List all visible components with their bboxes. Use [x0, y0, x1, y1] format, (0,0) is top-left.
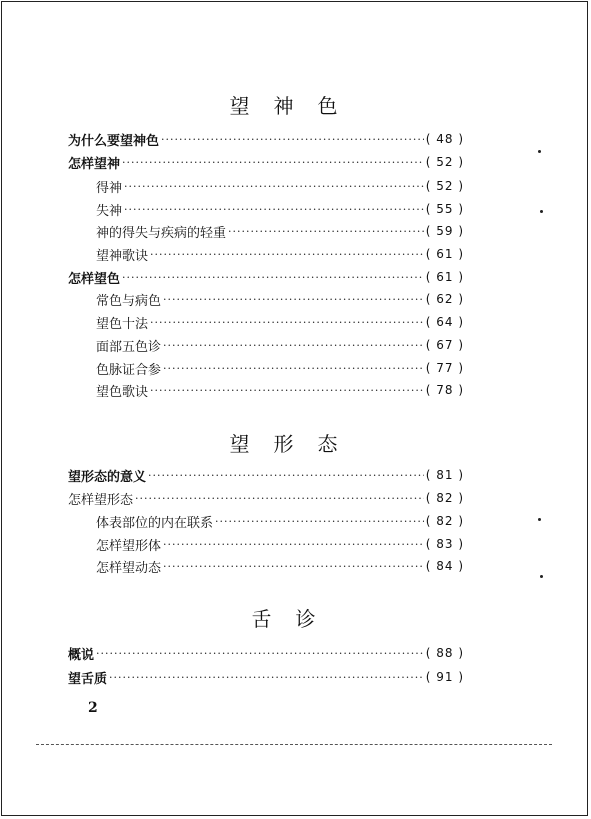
toc-entry[interactable]: [96, 556, 464, 576]
toc-page: ( 55 ): [425, 202, 464, 216]
footer-rule: [36, 744, 552, 745]
toc-entry[interactable]: [96, 534, 464, 554]
toc-page: ( 81 ): [425, 468, 464, 482]
toc-label: 得神: [96, 180, 123, 196]
toc-page: ( 78 ): [425, 383, 464, 397]
toc-entry[interactable]: [68, 267, 464, 287]
scan-speck: [540, 210, 543, 213]
section-title-3: 舌诊: [251, 607, 340, 631]
toc-page: ( 52 ): [425, 179, 464, 193]
toc-label: 为什么要望神色: [68, 133, 160, 149]
toc-entry[interactable]: [68, 488, 464, 508]
toc-entry[interactable]: [96, 289, 464, 309]
leader-dots: [109, 671, 424, 684]
toc-entry[interactable]: [68, 465, 464, 485]
toc-entry[interactable]: [96, 358, 464, 378]
leader-dots: [124, 180, 424, 193]
toc-page: ( 61 ): [425, 270, 464, 284]
scan-speck: [538, 150, 541, 153]
toc-entry[interactable]: [96, 312, 464, 332]
toc-page: ( 84 ): [425, 559, 464, 573]
toc-label: 怎样望动态: [96, 560, 162, 576]
leader-dots: [163, 560, 424, 573]
toc-label: 望舌质: [68, 671, 108, 687]
toc-page: ( 64 ): [425, 315, 464, 329]
toc-page: ( 88 ): [425, 646, 464, 660]
leader-dots: [228, 225, 424, 238]
leader-dots: [148, 469, 424, 482]
toc-label: 望色歌诀: [96, 384, 149, 400]
toc-page: ( 67 ): [425, 338, 464, 352]
leader-dots: [122, 156, 424, 169]
page-frame: [1, 1, 588, 816]
toc-page: ( 83 ): [425, 537, 464, 551]
toc-page: ( 48 ): [425, 132, 464, 146]
toc-entry[interactable]: [96, 335, 464, 355]
toc-label: 失神: [96, 203, 123, 219]
toc-page: ( 62 ): [425, 292, 464, 306]
toc-label: 神的得失与疾病的轻重: [96, 225, 227, 241]
toc-label: 面部五色诊: [96, 339, 162, 355]
leader-dots: [150, 248, 424, 261]
toc-entry[interactable]: [68, 129, 464, 149]
section-title-2: 望形态: [229, 432, 362, 456]
toc-entry[interactable]: [96, 199, 464, 219]
toc-entry[interactable]: [68, 667, 464, 687]
section-title-1: 望神色: [229, 94, 362, 118]
leader-dots: [161, 133, 424, 146]
leader-dots: [150, 316, 424, 329]
toc-label: 怎样望形体: [96, 538, 162, 554]
toc-entry[interactable]: [96, 176, 464, 196]
toc-entry[interactable]: [96, 380, 464, 400]
scan-speck: [540, 575, 543, 578]
leader-dots: [163, 293, 424, 306]
leader-dots: [124, 203, 424, 216]
leader-dots: [163, 538, 424, 551]
toc-entry[interactable]: [68, 152, 464, 172]
leader-dots: [163, 339, 424, 352]
toc-entry[interactable]: [96, 244, 464, 264]
toc-label: 概说: [68, 647, 95, 663]
toc-label: 怎样望神: [68, 156, 121, 172]
toc-page: ( 61 ): [425, 247, 464, 261]
leader-dots: [150, 384, 424, 397]
toc-label: 怎样望形态: [68, 492, 134, 508]
toc-label: 望形态的意义: [68, 469, 147, 485]
toc-entry[interactable]: [96, 511, 464, 531]
leader-dots: [96, 647, 424, 660]
leader-dots: [135, 492, 424, 505]
scan-speck: [538, 518, 541, 521]
toc-entry[interactable]: [68, 643, 464, 663]
toc-label: 望神歌诀: [96, 248, 149, 264]
toc-page: ( 82 ): [425, 491, 464, 505]
leader-dots: [215, 515, 424, 528]
toc-page: ( 52 ): [425, 155, 464, 169]
toc-label: 望色十法: [96, 316, 149, 332]
toc-label: 色脉证合参: [96, 362, 162, 378]
toc-page: ( 82 ): [425, 514, 464, 528]
leader-dots: [122, 271, 424, 284]
leader-dots: [163, 362, 424, 375]
toc-label: 常色与病色: [96, 293, 162, 309]
toc-entry[interactable]: [96, 221, 464, 241]
page-number: 2: [88, 700, 98, 716]
toc-page: ( 59 ): [425, 224, 464, 238]
toc-label: 怎样望色: [68, 271, 121, 287]
toc-page: ( 77 ): [425, 361, 464, 375]
toc-page: ( 91 ): [425, 670, 464, 684]
toc-label: 体表部位的内在联系: [96, 515, 214, 531]
